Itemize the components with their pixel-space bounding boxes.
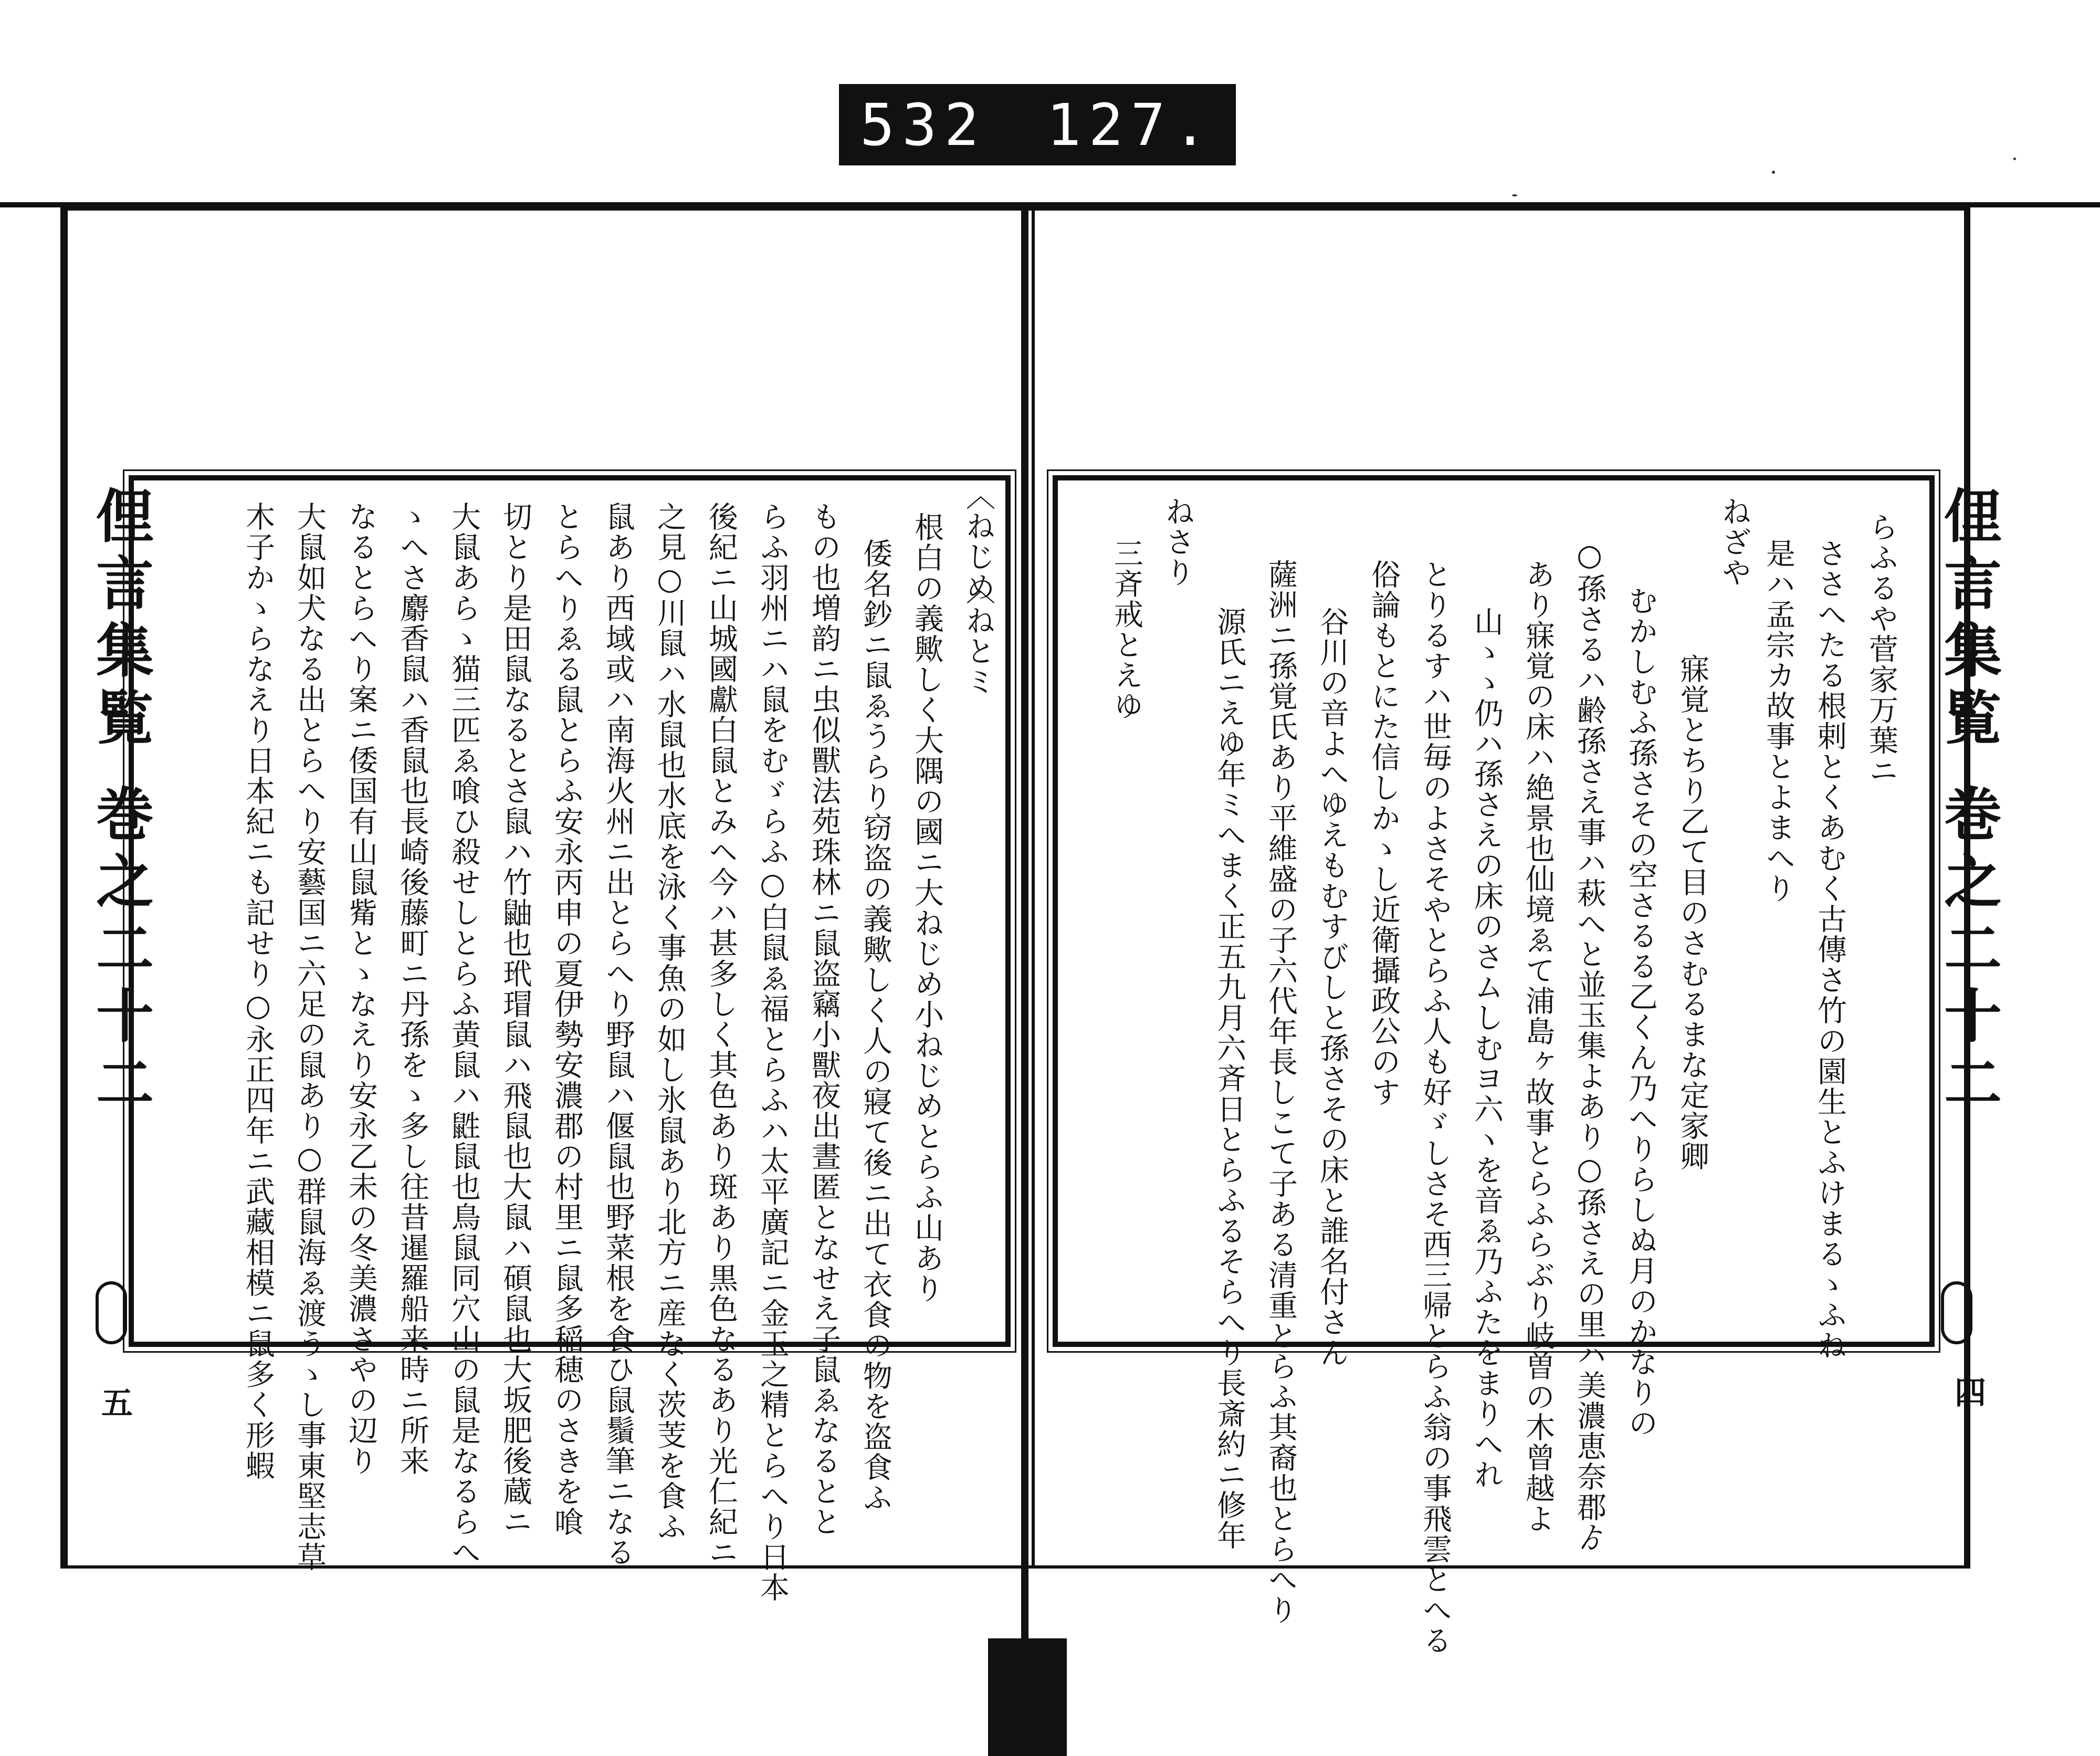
- right-text-column: らふるや菅家万葉ニ: [1864, 512, 1898, 786]
- book-spine: [1021, 205, 1028, 1743]
- scan-speck: [2013, 158, 2016, 160]
- right-text-column: 三斉戒とえゆ: [1109, 538, 1143, 721]
- left-text-column: ゝへさ麝香鼠ハ香鼠也長崎後藤町ニ丹孫をゝ多し往昔暹羅船来時ニ所来: [395, 501, 429, 1476]
- right-text-column: 源氏ニえゆ年ミへまく正五九月六斉日とらふるそらへり長斎約ニ修年: [1212, 607, 1246, 1551]
- right-text-column: ○孫さるハ齢孫さえ事ハ萩へと並玉集よあり○孫さえの里ハ美濃恵奈郡ゟ: [1572, 538, 1606, 1553]
- right-text-column: 谷川の音よへゆえもむすびしと孫さその床と誰名付さん: [1315, 607, 1349, 1368]
- right-text-column: 俗論もとにた信しかゝし近衛攝政公のす: [1367, 559, 1401, 1107]
- right-binding-notch: [1941, 1281, 1972, 1344]
- right-text-column: ねさり: [1161, 496, 1195, 588]
- left-text-column: 根白の義歟しく大隅の國ニ大ねじめ小ねじめとらふ山あり: [910, 512, 944, 1304]
- left-text-column: 鼠あり西域或ハ南海火州ニ出とらへり野鼠ハ偃鼠也野菜根を食ひ鼠鬚筆ニなる: [601, 501, 635, 1567]
- left-text-column: 大鼠如犬なる出とらへり安藝国ニ六足の鼠あり○群鼠海ゑ渡うゝし事東堅志草: [292, 501, 327, 1572]
- left-text-column: とらへりゑる鼠とらふ安永丙申の夏伊勢安濃郡の村里ニ鼠多稲穂のさきを喰: [550, 501, 584, 1537]
- right-page-margin-title: 俚言集覧 巻之二十二: [1935, 486, 2002, 1121]
- left-text-column: 大鼠あらゝ猫三匹ゑ喰ひ殺せしとらふ黄鼠ハ鼪鼠也鳥鼠同穴山の鼠是なるらへ: [447, 501, 481, 1567]
- right-text-column: 寐覚とちり乙て目のさむるまな定家卿: [1675, 654, 1709, 1172]
- scan-speck: [1512, 194, 1517, 196]
- top-rule: [0, 202, 2100, 207]
- left-page-margin-title: 俚言集覧 巻之二十二: [87, 486, 154, 1121]
- scan-speck: [1772, 171, 1775, 174]
- right-text-column: むかしむふ孫さその空さるる乙くん乃へりらしぬ月のかなりの: [1624, 586, 1658, 1438]
- left-text-column: 切とり是田鼠なるとさ鼠ハ竹鼬也玳瑁鼠ハ飛鼠也大鼠ハ碩鼠也大坂肥後蔵ニ: [498, 501, 532, 1537]
- right-text-column: あり寐覚の床ハ絶景也仙境ゑて浦島ヶ故事とらふらぶり岐曽の木曾越よ: [1521, 559, 1555, 1534]
- right-text-column: 山ゝゝ仍ハ孫さえの床のさムしむヨ六ヽを音ゑ乃ふたをまりへれ: [1469, 607, 1504, 1490]
- left-text-frame: [129, 475, 1011, 1603]
- shelf-label-number-right: 127.: [1046, 91, 1215, 159]
- right-text-column: 是ハ孟宗カ故事とよまへり: [1761, 538, 1796, 904]
- left-text-column: らふ羽州ニハ鼠をむゞらふ○白鼠ゑ福とらふハ太平廣記ニ金玉之精とらへり日本: [755, 501, 790, 1603]
- right-text-column: 薩洲ニ孫覚氏あり平維盛の子六代年長しこて子ある清重とらふ其裔也とらへり: [1264, 559, 1298, 1625]
- left-text-column: なるとらへり案ニ倭国有山鼠觜とゝなえり安永乙未の冬美濃さやの辺り: [344, 501, 378, 1476]
- right-page-folio: 四: [1949, 1376, 1986, 1407]
- left-text-column: 木子かゝらなえり日本紀ニも記せり○永正四年ニ武藏相模ニ鼠多く形蝦: [241, 501, 275, 1481]
- spine-foot: [988, 1638, 1067, 1756]
- shelf-label-number-left: 532: [860, 91, 986, 159]
- shelf-label: [839, 84, 1236, 165]
- right-text-column: ねざや: [1717, 496, 1751, 588]
- right-text-column: とりるすハ世毎のよさそやとらふ人も好ゞしさそ西三帰とらふ翁の事飛雲とへる: [1418, 559, 1452, 1656]
- left-text-column: 〈ねとミ: [961, 575, 995, 697]
- left-text-column: もの也増韵ニ虫似獸法苑珠林ニ鼠盗竊小獸夜出晝匿となせえ子鼠ゑなるとと: [807, 501, 841, 1537]
- left-text-column: 倭名鈔ニ鼠ゑうらり窃盗の義歟しく人の寢て後ニ出て衣食の物を盗食ふ: [858, 538, 892, 1513]
- right-text-column: ささへたる根剌とくあむく古傳さ竹の園生とふけまるゝふね: [1813, 538, 1847, 1361]
- left-text-column: 〈ねじめ: [961, 480, 995, 602]
- left-page-folio: 五: [96, 1386, 133, 1418]
- left-text-column: 後紀ニ山城國獻白鼠とみヘ今ハ甚多しく其色あり斑あり黒色なるあり光仁紀ニ: [704, 501, 738, 1567]
- left-text-column: 之見○川鼠ハ水鼠也水底を泳く事魚の如し氷鼠あり北方ニ産なく茨芰を食ふ: [653, 501, 687, 1542]
- right-text-frame: [1053, 475, 1935, 1656]
- left-binding-notch: [96, 1281, 127, 1344]
